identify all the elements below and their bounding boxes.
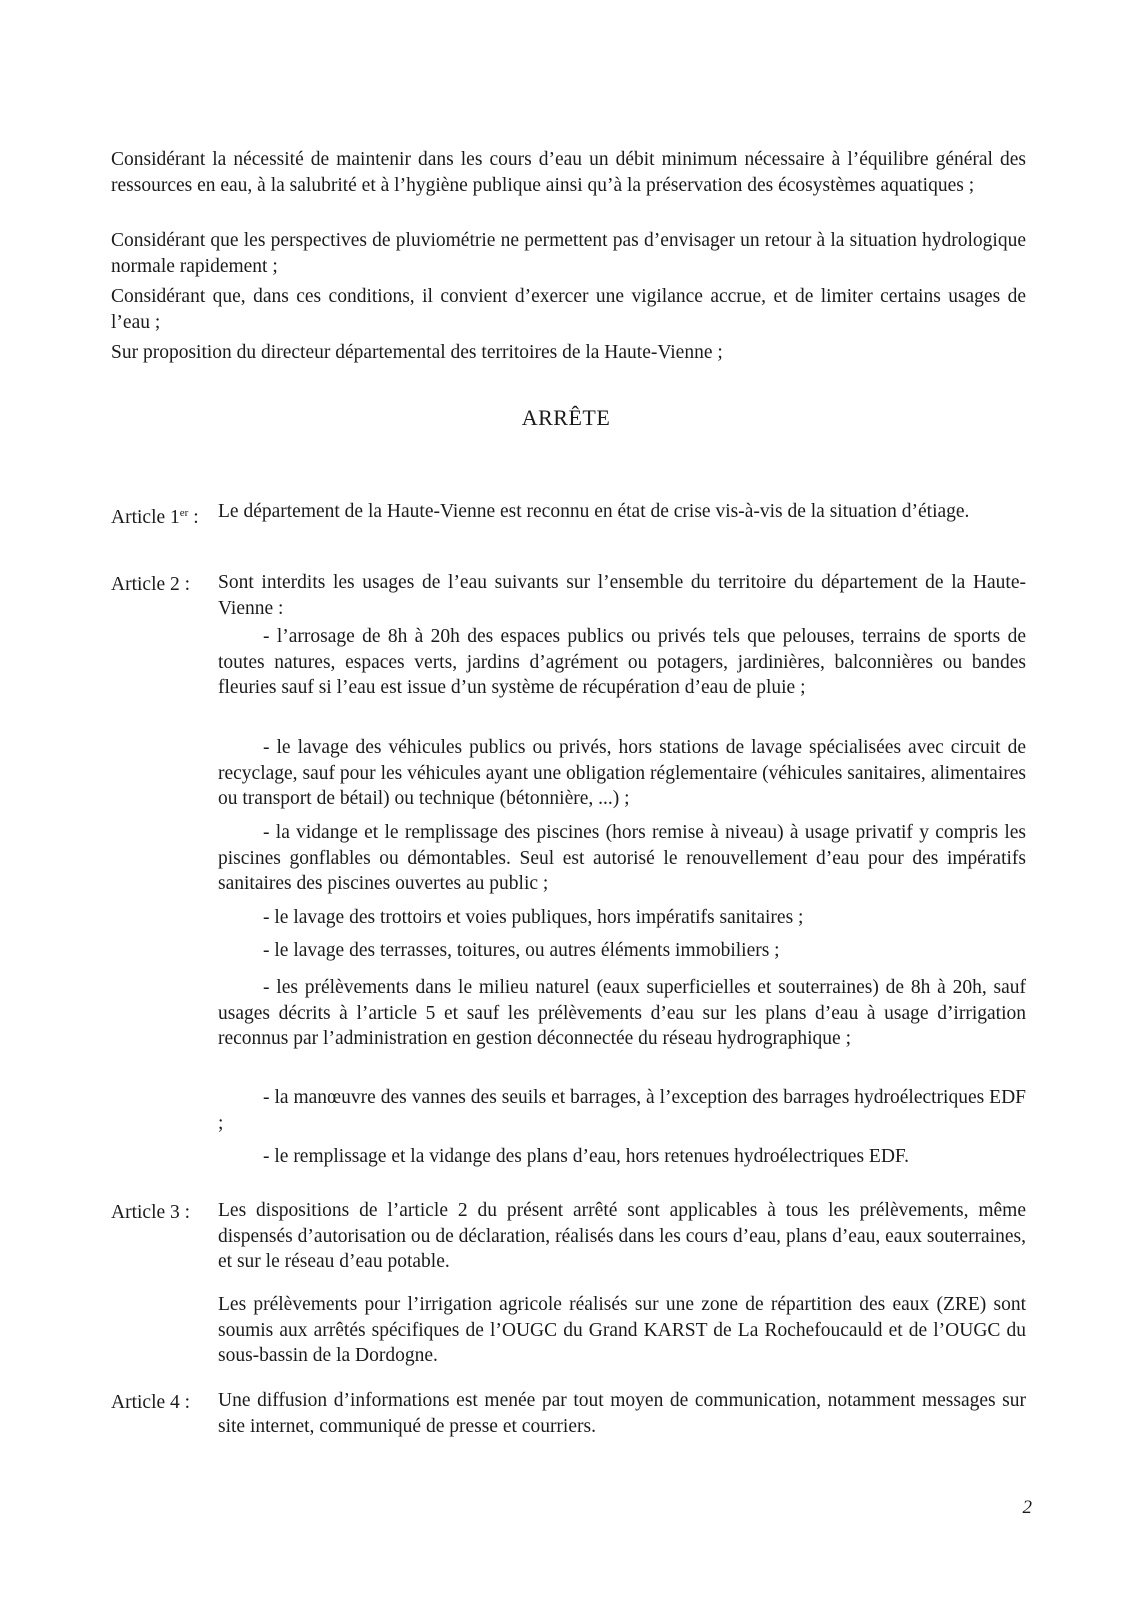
article-3-paragraph: Les prélèvements pour l’irrigation agricole réalisés sur une zone de répartition des eaux (ZRE) sont soumis aux arrêtés spécifiques de l’OUGC du Grand KARST de La Rochefoucauld et de l’OUGC du sous-bassin de la Dordogne. <box>218 1294 1026 1366</box>
article-2-item: - la vidange et le remplissage des piscines (hors remise à niveau) à usage privatif y compris les piscines gonflables ou démontables. Seul est autorisé le renouvellement d’eau pour des impératifs sanitaires des piscines ouvertes au public ; <box>218 822 1026 894</box>
article-2-item: - le lavage des trottoirs et voies publiques, hors impératifs sanitaires ; <box>263 907 804 928</box>
considerant-paragraph: Considérant que les perspectives de pluviométrie ne permettent pas d’envisager un retour à la situation hydrologique normale rapidement ; <box>111 230 1026 277</box>
article-2-item: - les prélèvements dans le milieu naturel (eaux superficielles et souterraines) de 8h à 20h, sauf usages décrits à l’article 5 et sauf les prélèvements d’eau sur les plans d’eau à usage d’irrigation reconnus par l’administration en gestion déconnectée du réseau hydrographique ; <box>218 977 1026 1049</box>
article-2-item: - la manœuvre des vannes des seuils et barrages, à l’exception des barrages hydroélectriques EDF ; <box>218 1087 1026 1134</box>
decree-title: ARRÊTE <box>521 405 611 430</box>
article-3-paragraph: Les dispositions de l’article 2 du présent arrêté sont applicables à tous les prélèvements, même dispensés d’autorisation ou de déclaration, réalisés dans les cours d’eau, plans d’eau, eaux souterraines, et sur le réseau d’eau potable. <box>218 1200 1026 1272</box>
article-4-label: Article 4 : <box>111 1392 191 1413</box>
article-1-text: Le département de la Haute-Vienne est reconnu en état de crise vis-à-vis de la situation d’étiage. <box>218 501 970 522</box>
article-1-label: Article 1er : <box>111 507 199 528</box>
article-2-label: Article 2 : <box>111 574 191 595</box>
article-2-intro: Sont interdits les usages de l’eau suivants sur l’ensemble du territoire du département de la Haute-Vienne : <box>218 572 1026 619</box>
considerant-paragraph: Considérant que, dans ces conditions, il convient d’exercer une vigilance accrue, et de limiter certains usages de l’eau ; <box>111 286 1026 333</box>
page-number: 2 <box>1022 1497 1032 1518</box>
article-3-label: Article 3 : <box>111 1202 191 1223</box>
proposition-paragraph: Sur proposition du directeur départemental des territoires de la Haute-Vienne ; <box>111 342 723 363</box>
article-2-item: - l’arrosage de 8h à 20h des espaces publics ou privés tels que pelouses, terrains de sports de toutes natures, espaces verts, jardins d’agrément ou potagers, jardinières, balconnières ou bandes fleuries sauf si l’eau est issue d’un système de récupération d’eau de pluie ; <box>218 626 1026 698</box>
article-2-item: - le remplissage et la vidange des plans d’eau, hors retenues hydroélectriques EDF. <box>263 1146 910 1167</box>
article-4-text: Une diffusion d’informations est menée par tout moyen de communication, notamment messages sur site internet, communiqué de presse et courriers. <box>218 1390 1026 1437</box>
article-2-item: - le lavage des terrasses, toitures, ou autres éléments immobiliers ; <box>263 940 780 961</box>
article-2-item: - le lavage des véhicules publics ou privés, hors stations de lavage spécialisées avec circuit de recyclage, sauf pour les véhicules ayant une obligation réglementaire (véhicules sanitaires, alimentaires ou transport de bétail) ou technique (bétonnière, ...) ; <box>218 737 1026 809</box>
considerant-paragraph: Considérant la nécessité de maintenir dans les cours d’eau un débit minimum nécessaire à l’équilibre général des ressources en eau, à la salubrité et à l’hygiène publique ainsi qu’à la préservation des écosystèmes aquatiques ; <box>111 149 1026 196</box>
